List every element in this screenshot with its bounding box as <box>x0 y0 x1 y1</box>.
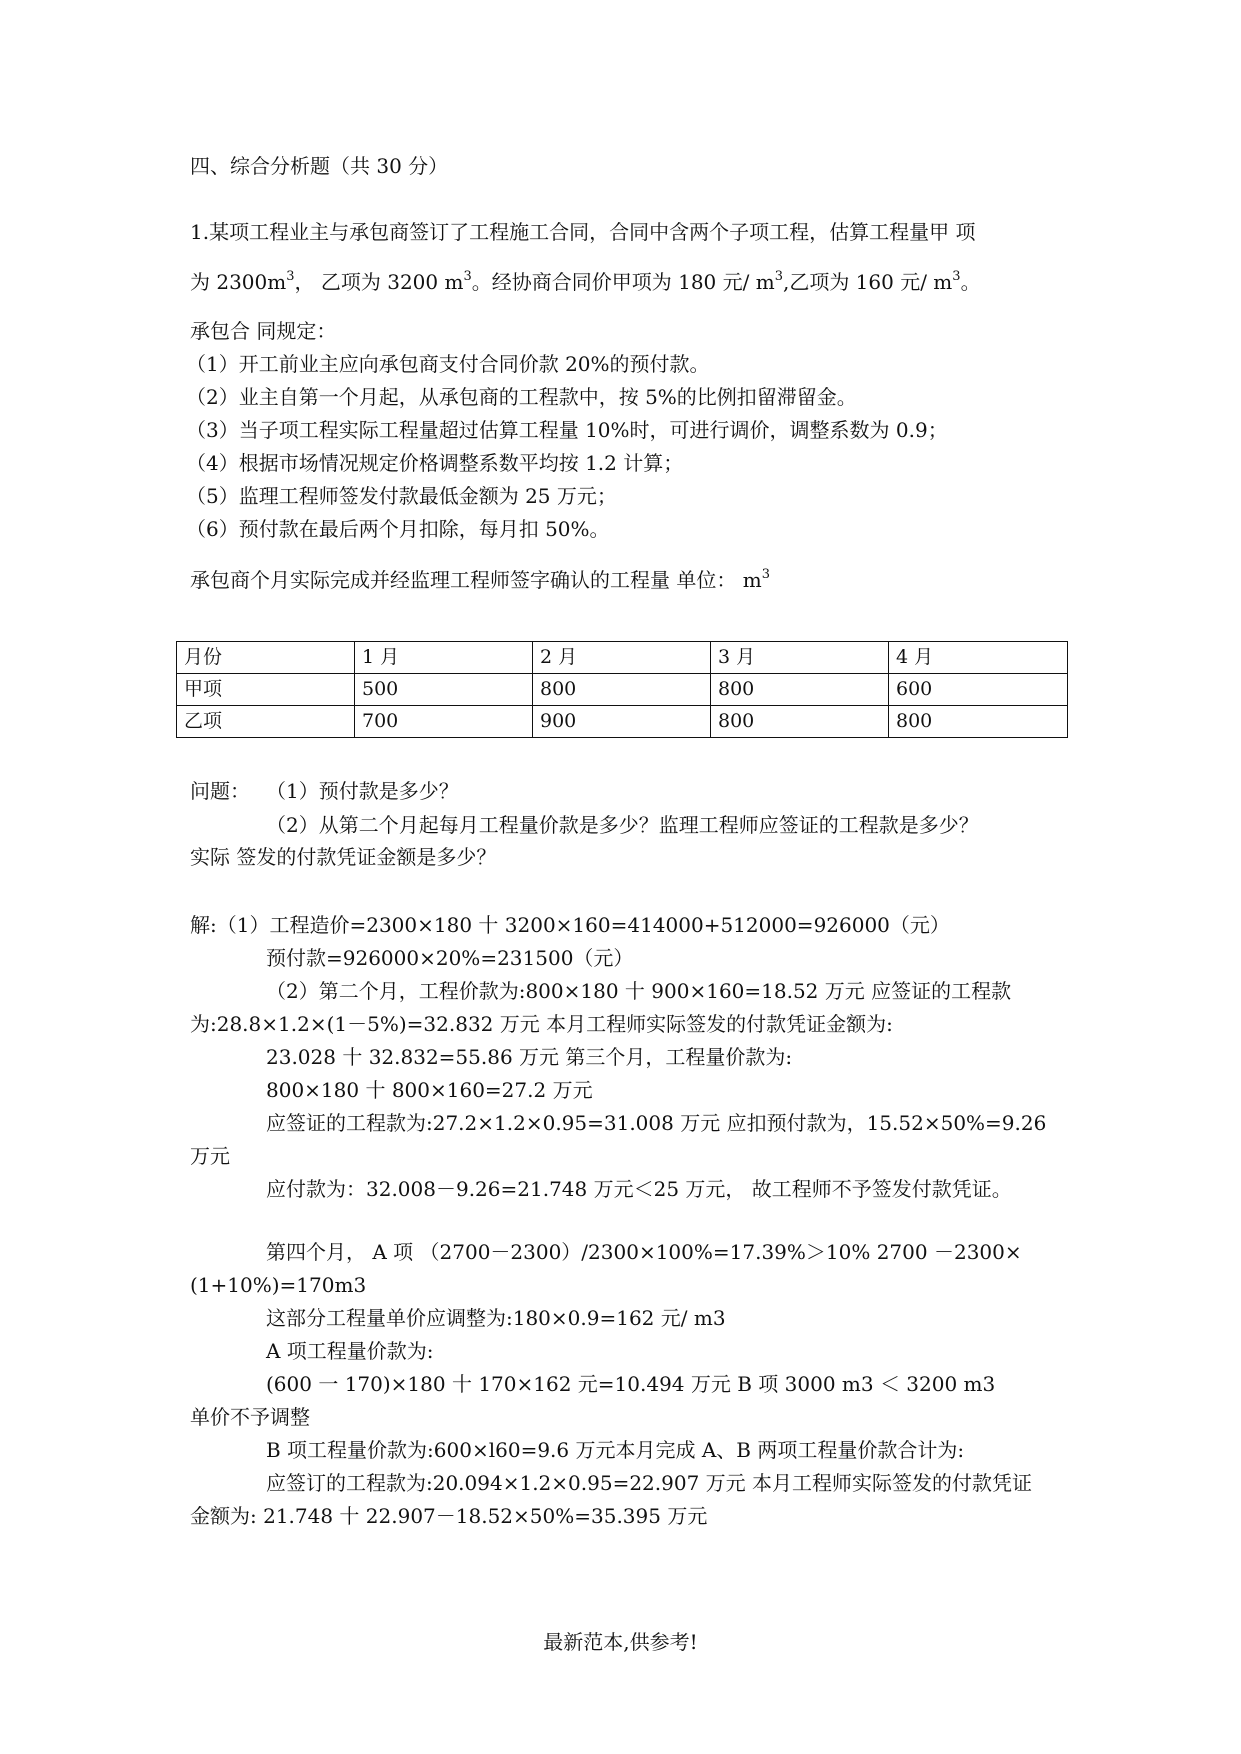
table-cell: 乙项 <box>177 706 355 738</box>
page-footer: 最新范本,供参考! <box>543 1630 698 1654</box>
solution-line: 单价不予调整 <box>190 1405 310 1429</box>
solution-line: B 项工程量价款为:600×l60=9.6 万元本月完成 A、B 两项工程量价款合计为: <box>266 1438 965 1462</box>
contract-item-3: （3）当子项工程实际工程量超过估算工程量 10%时，可进行调价，调整系数为 0.9； <box>186 418 948 442</box>
problem-line-2-e: 。 <box>960 270 981 294</box>
superscript: 3 <box>761 567 770 582</box>
quantity-table <box>176 641 1068 738</box>
solution-line: 800×180 十 800×160=27.2 万元 <box>266 1078 593 1102</box>
superscript: 3 <box>463 269 472 284</box>
question-2-continued: 实际 签发的付款凭证金额是多少？ <box>190 845 497 869</box>
problem-line-2-c: 。经协商合同价甲项为 180 元/ m <box>471 270 775 294</box>
problem-line-2-a: 为 2300m <box>190 270 287 294</box>
table-header-row <box>177 642 1068 674</box>
table-caption <box>190 566 770 594</box>
superscript: 3 <box>286 269 295 284</box>
solution-line: (600 一 170)×180 十 170×162 元=10.494 万元 B 项 3000 m3 ＜ 3200 m3 <box>266 1372 996 1396</box>
table-cell: 800 <box>711 706 889 738</box>
solution-line: 23.028 十 32.832=55.86 万元 第三个月，工程量价款为: <box>266 1045 793 1069</box>
section-title: 四、综合分析题（共 30 分） <box>190 154 449 178</box>
solution-line: 金额为: 21.748 十 22.907－18.52×50%=35.395 万元 <box>190 1504 708 1528</box>
solution-line: （2）第二个月，工程价款为:800×180 十 900×160=18.52 万元 应签证的工程款 <box>266 979 1012 1003</box>
contract-item-6: （6）预付款在最后两个月扣除，每月扣 50%。 <box>186 517 610 541</box>
table-cell: 800 <box>711 674 889 706</box>
contract-heading: 承包合 同规定： <box>190 319 337 343</box>
superscript: 3 <box>774 269 783 284</box>
table-cell: 甲项 <box>177 674 355 706</box>
table-header-cell: 3 月 <box>711 642 889 674</box>
superscript: 3 <box>952 269 961 284</box>
table-cell: 900 <box>533 706 711 738</box>
contract-item-4: （4）根据市场情况规定价格调整系数平均按 1.2 计算； <box>186 451 684 475</box>
table-header-cell: 2 月 <box>533 642 711 674</box>
table-cell: 600 <box>889 674 1068 706</box>
table-header-cell: 4 月 <box>889 642 1068 674</box>
solution-line: 这部分工程量单价应调整为:180×0.9=162 元/ m3 <box>266 1306 726 1330</box>
question-2: （2）从第二个月起每月工程量价款是多少？监理工程师应签证的工程款是多少？ <box>266 813 979 837</box>
problem-line-2-b: ， 乙项为 3200 m <box>294 270 464 294</box>
contract-item-1: （1）开工前业主应向承包商支付合同价款 20%的预付款。 <box>186 352 710 376</box>
problem-line-1: 1.某项工程业主与承包商签订了工程施工合同，合同中含两个子项工程，估算工程量甲 项 <box>190 220 976 244</box>
solution-line: 应签订的工程款为:20.094×1.2×0.95=22.907 万元 本月工程师实际签发的付款凭证 <box>266 1471 1033 1495</box>
table-cell: 700 <box>355 706 533 738</box>
solution-line: A 项工程量价款为: <box>266 1339 434 1363</box>
question-1: （1）预付款是多少？ <box>266 779 459 803</box>
questions-label: 问题： <box>190 779 250 803</box>
table-cell: 500 <box>355 674 533 706</box>
table-row <box>177 674 1068 706</box>
solution-line: 第四个月， A 项 （2700－2300）/2300×100%=17.39%＞10% 2700 －2300× <box>266 1240 1022 1264</box>
contract-item-5: （5）监理工程师签发付款最低金额为 25 万元； <box>186 484 617 508</box>
table-row <box>177 706 1068 738</box>
table-header-cell: 月份 <box>177 642 355 674</box>
solution-line: (1+10%)=170m3 <box>190 1273 367 1297</box>
table-caption-text: 承包商个月实际完成并经监理工程师签字确认的工程量 单位： m <box>190 568 762 592</box>
contract-item-2: （2）业主自第一个月起，从承包商的工程款中，按 5%的比例扣留滞留金。 <box>186 385 857 409</box>
table-header-cell: 1 月 <box>355 642 533 674</box>
table-cell: 800 <box>889 706 1068 738</box>
solution-line: 应付款为：32.008－9.26=21.748 万元＜25 万元， 故工程师不予签发付款凭证。 <box>266 1177 1012 1201</box>
solution-line: 预付款=926000×20%=231500（元） <box>266 946 634 970</box>
solution-line: 应签证的工程款为:27.2×1.2×0.95=31.008 万元 应扣预付款为，15.52×50%=9.26 <box>266 1111 1047 1135</box>
solution-line: 为:28.8×1.2×(1－5%)=32.832 万元 本月工程师实际签发的付款凭证金额为: <box>190 1012 893 1036</box>
problem-line-2 <box>190 268 981 296</box>
problem-line-2-d: ,乙项为 160 元/ m <box>782 270 953 294</box>
solution-line: 解:（1）工程造价=2300×180 十 3200×160=414000+512000=926000（元） <box>190 913 950 937</box>
solution-line: 万元 <box>190 1144 230 1168</box>
table-cell: 800 <box>533 674 711 706</box>
